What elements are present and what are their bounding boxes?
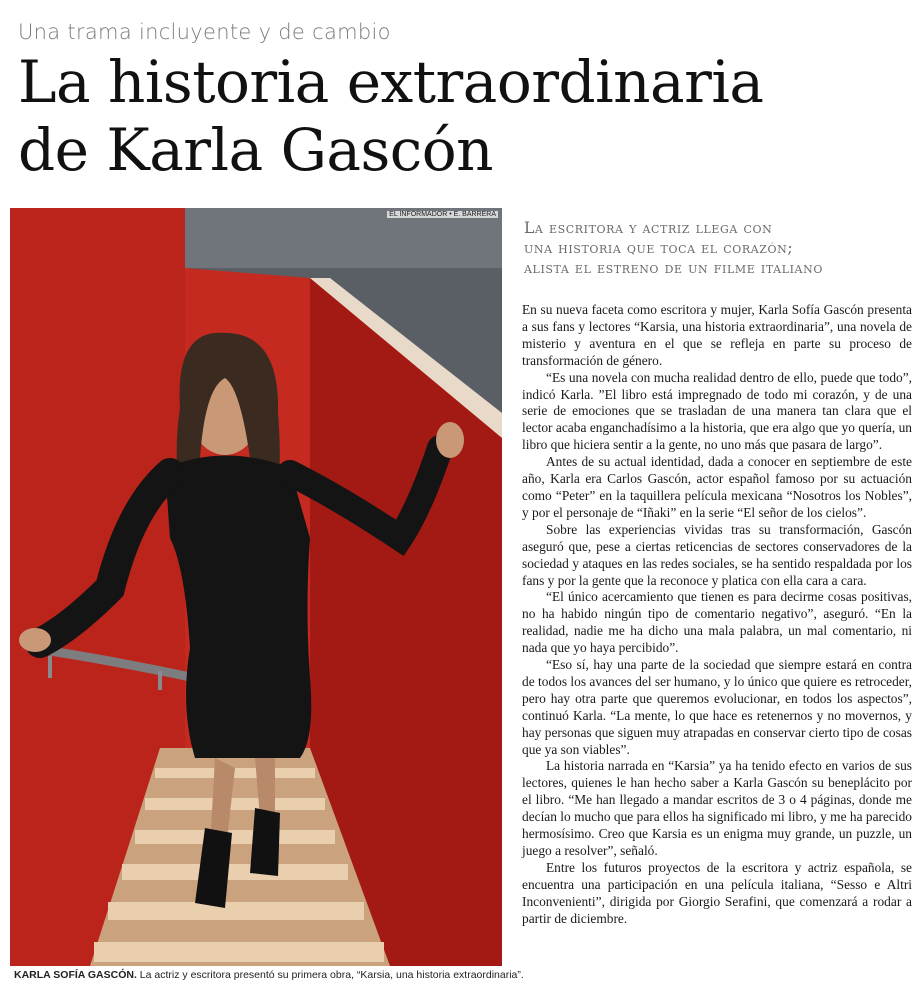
paragraph: “El único acercamiento que tienen es para decirme cosas positivas, no ha habido ningún tipo de comentario negativo”, aseguró. “En la realidad, nadie me ha dicho una mala palabra, un mal comentario, ni nada que yo haya percibido”. (522, 589, 912, 656)
headline-line: de Karla Gascón (18, 116, 494, 184)
headline (18, 48, 908, 184)
headline-line: La historia extraordinaria (18, 48, 764, 116)
paragraph: Sobre las experiencias vividas tras su transformación, Gascón aseguró que, pese a ciertas reticencias de sectores conservadores de la sociedad y ataques en las redes sociales, se ha sentido respaldada por los fans y por la gente que la reconoce y platica con ella cara a cara. (522, 521, 912, 588)
paragraph: La historia narrada en “Karsia” ya ha tenido efecto en varios de sus lectores, quienes le han hecho saber a Karla Gascón su beneplácito por el libro. “Me han llegado a mandar escritos de 3 o 4 páginas, donde me decían lo mucho que para ellos ha significado mi libro, y me ha parecido hermosísimo. Creo que Karsia es un enigma muy grande, un puzzle, un juego a resolver”, señaló. (522, 758, 912, 858)
paragraph: “Eso sí, hay una parte de la sociedad que siempre estará en contra de todos los avances del ser humano, y lo único que quiere es retroceder, pero hay otra parte que queremos evolucionar, en todos los aspectos”, continuó Karla. “La mente, lo que hace es retenernos y no movernos, y hay personas que siguen muy atrapadas en conservar cierto tipo de cosas que ya son viables”. (522, 657, 912, 757)
caption-text: La actriz y escritora presentó su primera obra, “Karsia, una historia extraordinaria”. (136, 969, 524, 981)
paragraph: En su nueva faceta como escritora y mujer, Karla Sofía Gascón presenta a sus fans y lectores “Karsia, una historia extraordinaria”, una novela de misterio y aventura en el que se refleja en parte su proceso de transformación de género. (522, 302, 912, 368)
deck-line: una historia que toca el corazón; (524, 239, 794, 257)
deck-line: alista el estreno de un filme italiano (524, 259, 823, 277)
kicker: Una trama incluyente y de cambio (18, 20, 391, 44)
deck-line: La escritora y actriz llega con (524, 219, 773, 237)
article-body (522, 302, 912, 928)
caption-name: KARLA SOFÍA GASCÓN. (14, 969, 137, 981)
deck (524, 218, 914, 278)
paragraph: Antes de su actual identidad, dada a conocer en septiembre de este año, Karla era Carlos Gascón, actor español famoso por su actuación como “Peter” en la taquillera película mexicana “Nosotros los Nobles”, y por el personaje de “Iñaki” en la serie “El señor de los cielos”. (522, 454, 912, 520)
paragraph: Entre los futuros proyectos de la escritora y actriz española, se encuentra una participación en una película italiana, “Sesso e Altri Inconvenienti”, dirigida por Giorgio Serafini, que comenzará a rodar a partir de diciembre. (522, 859, 912, 926)
photo-illustration (10, 208, 502, 966)
photo-credit: EL INFORMADOR • E. BARRERA (389, 211, 496, 218)
article-photo (10, 208, 502, 966)
photo-caption (14, 968, 524, 982)
paragraph: “Es una novela con mucha realidad dentro de ello, puede que todo”, indicó Karla. ”El libro está impregnado de todo mi corazón, y de una serie de emociones que se trasladan de una manera tan clara que el lector acaba enganchadísimo a la historia, que era algo que yo quería, un libro que hiciera sentir a la gente, no uno más que pasara de largo”. (522, 369, 912, 453)
